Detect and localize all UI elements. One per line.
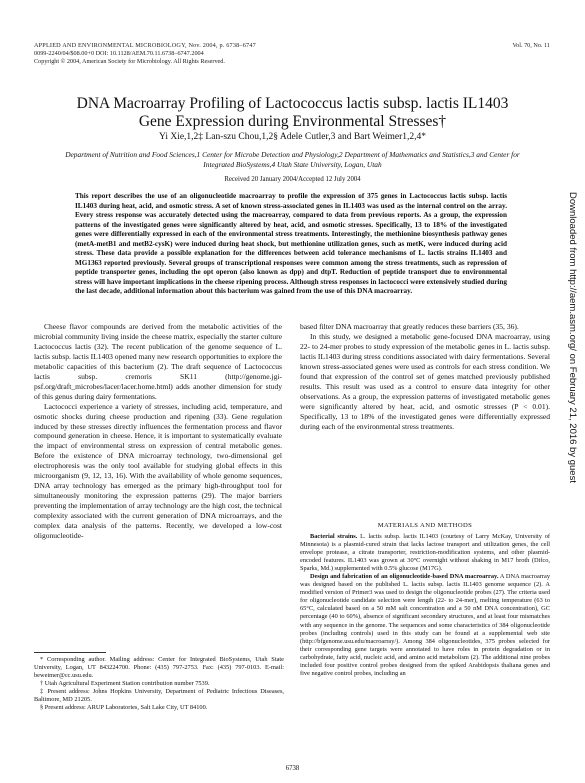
footnotes <box>34 656 284 712</box>
methods-paragraph <box>300 533 550 573</box>
affiliations: Department of Nutrition and Food Sciences,1 Center for Microbe Detection and Physiology,2 Department of Mathematics and Statistics,3 and Center for Integrated BioSystems,4 Utah State University, Logan, Utah <box>65 150 520 169</box>
methods-paragraph-text: L. lactis subsp. lactis IL1403 (courtesy of Larry McKay, University of Minnesota) is a plasmid-cured strain that lacks lactose transport and utilization genes, the cell envelope protease, a citrate transporter, restriction-modification systems, and other plasmid-encoded features. IL1403 was grown at 30°C overnight without shaking in M17 broth (Difco, Sparks, Md.) supplemented with 0.5% glucose (M17G). <box>300 533 550 573</box>
author-list: Yi Xie,1,2‡ Lan-szu Chou,1,2§ Adele Cutler,3 and Bart Weimer1,2,4* <box>158 132 426 142</box>
methods-paragraph <box>300 573 550 678</box>
body-column-right <box>300 322 550 431</box>
article-title <box>40 95 545 131</box>
abstract: This report describes the use of an oligonucleotide macroarray to profile the expression of 375 genes in Lactococcus lactis subsp. lactis IL1403 during heat, acid, and osmotic stress. A set of known stress-associated genes in IL1403 was used as the internal control on the array. Every stress response was accurately detected using the macroarray, compared to data from previous reports. As a group, the expression patterns of the investigated genes were significantly altered by heat, acid, and osmotic stresses. Specifically, 13 to 18% of the investigated genes were differentially expressed in each of the environmental stress treatments. Interestingly, the methionine biosynthesis pathway genes (metA-metB1 and metB2-cysK) were induced during heat shock, but methionine utilization genes, such as metK, were induced during acid stress. These data provide a possible explanation for the differences between acid tolerance mechanisms of L. lactis strains IL1403 and MG1363 reported previously. Several groups of transcriptional responses were common among the stress treatments, such as repression of peptide transporter genes, including the opt operon (also known as dpp) and dtpT. Reduction of peptide transport due to environmental stress will have important implications in the cheese ripening process. Although stress responses in lactococci were extensively studied during the last decade, additional information about this bacterium was gained from the use of this DNA macroarray. <box>75 192 507 296</box>
volume-issue: Vol. 70, No. 11 <box>512 42 550 49</box>
methods-text <box>300 533 550 678</box>
article-title-line-1: DNA Macroarray Profiling of Lactococcus lactis subsp. lactis IL1403 <box>76 95 509 112</box>
section-heading-methods: MATERIALS AND METHODS <box>377 522 473 529</box>
journal-citation-line: APPLIED AND ENVIRONMENTAL MICROBIOLOGY, Nov. 2004, p. 6738–6747 <box>34 42 256 49</box>
received-accepted-dates: Received 20 January 2004/Accepted 12 July 2004 <box>224 176 361 183</box>
footnote-rule <box>34 652 106 653</box>
article-title-line-2: Gene Expression during Environmental Stresses† <box>138 113 447 130</box>
doi-line: 0099-2240/04/$08.00+0 DOI: 10.1128/AEM.70.11.6738–6747.2004 <box>34 50 204 57</box>
page-number: 6738 <box>285 765 300 772</box>
methods-paragraph-text: A DNA macroarray was designed based on the published L. lactis subsp. lactis IL1403 genome sequence (2). A modified version of Primer3 was used to design the oligonucleotide probes (27). The criteria used for oligonucleotide candidate selection were length (22- to 24-mer), melting temperature (63 to 65°C, calculated based on a 50 mM salt concentration and a 50 nM DNA concentration), GC percentage (40 to 60%), absence of significant secondary structures, and at least four mismatches with any sequence in the genome. The sequences and some characteristics of 384 oligonucleotide probes (including controls) used in this study can be found at a supplemental web site (http://bfgenome.usu.edu/macroarray/). Among 384 oligonucleotides, 375 probes selected for their corresponding gene targets were annotated to have roles in protein degradation or in carbohydrate, fatty acid, nucleic acid, and amino acid metabolism (2). The additional nine probes included four positive control probes designed from the spiked Arabidopsis thaliana genes and five negative control probes, including an <box>300 573 550 677</box>
body-paragraph: Cheese flavor compounds are derived from the metabolic activities of the microbial community living inside the cheese matrix, especially the starter culture Lactococcus lactis (32). The recent publication of the genome sequence of L. lactis subsp. lactis IL1403 opened many new research opportunities to explore the metabolic capacities of this bacterium (2). The draft sequence of Lactococcus lactis subsp. cremoris SK11 (http://genome.jgi-psf.org/draft_microbes/lacer/lacer.home.html) adds another dimension for study of this genus during dairy fermentations. <box>34 322 282 401</box>
methods-subheading: Bacterial strains. <box>310 533 358 540</box>
footnote: ‡ Present address: Johns Hopkins University, Department of Pediatric Infectious Diseases, Baltimore, MD 21205. <box>34 688 284 704</box>
body-paragraph: based filter DNA macroarray that greatly reduces these barriers (35, 36). <box>300 322 519 331</box>
copyright-line: Copyright © 2004, American Society for Microbiology. All Rights Reserved. <box>34 58 225 65</box>
download-watermark <box>566 192 580 652</box>
methods-subheading: Design and fabrication of an oligonucleotide-based DNA macroarray. <box>310 573 499 581</box>
footnote: † Utah Agricultural Experiment Station contribution number 7539. <box>40 680 210 688</box>
download-watermark-text: Downloaded from http://aem.asm.org/ on February 21, 2016 by guest <box>567 192 578 483</box>
body-paragraph: Lactococci experience a variety of stresses, including acid, temperature, and osmotic shocks during cheese production and ripening (33). Gene regulation induced by these stresses directly influences the fermentation process and flavor compound generation in cheese. Hence, it is important to systematically evaluate the impact of environmental stress on expression of central metabolic genes. Before the existence of DNA microarray technology, two-dimensional gel electrophoresis was the only tool available for studying global effects in this microorganism (9, 12, 13, 16). With the availability of whole genome sequences, DNA array technology has emerged as the primary high-throughput tool for simultaneously monitoring the expression patterns (29). The major barriers preventing the implementation of array technology are the high cost, the technical complexity associated with the current generation of DNA microarrays, and the complex data analysis of the patterns. Recently, we developed a low-cost oligonucleotide- <box>34 401 282 541</box>
footnote: * Corresponding author. Mailing address: Center for Integrated BioSystems, Utah State University, Logan, UT 843224700. Phone: (435) 797-2753. Fax: (435) 797-0103. E-mail: beweimer@cc.usu.edu. <box>34 656 284 680</box>
footnote: § Present address: ARUP Laboratories, Salt Lake City, UT 84100. <box>40 704 208 712</box>
body-column-left <box>34 322 282 541</box>
body-paragraph: In this study, we designed a metabolic gene-focused DNA macroarray, using 22- to 24-mer probes to study expression of the metabolic genes in L. lactis subsp. lactis IL1403 during stress conditions associated with dairy fermentations. Several known stress-associated genes were used as controls for each stress condition. We found that expression of the control set of genes matched previously published results. This result was used as a control to ensure data integrity for other observations. As a group, the expression patterns of investigated metabolic genes were significantly altered by heat, acid, and osmotic stresses (P < 0.01). Specifically, 13 to 18% of the investigated genes were differentially expressed during each of the environmental stress treatments. <box>300 331 550 431</box>
